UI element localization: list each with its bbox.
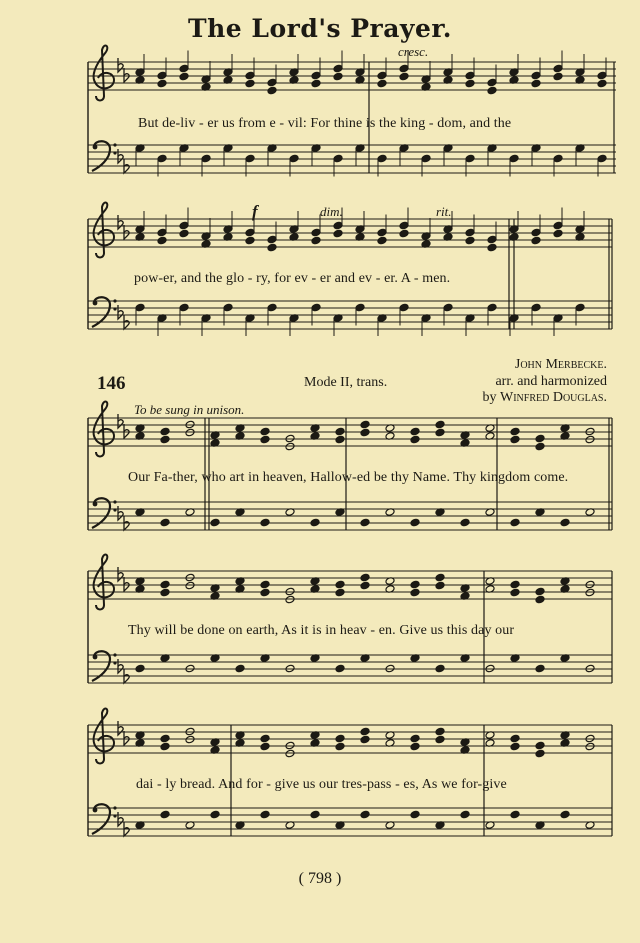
dim-direction: dim. [320, 204, 343, 219]
notehead [410, 580, 420, 589]
notehead [410, 734, 420, 743]
notehead [435, 727, 445, 736]
page-title: The Lord's Prayer. [188, 14, 452, 43]
notehead [160, 588, 170, 597]
notehead [399, 221, 409, 230]
flat-icon [124, 731, 129, 745]
notehead [435, 420, 445, 429]
flat-icon [124, 68, 129, 82]
bass-clef-icon [92, 141, 117, 171]
notehead [553, 221, 563, 230]
notehead [421, 154, 431, 163]
notehead [260, 435, 270, 444]
notehead [160, 734, 170, 743]
notehead [510, 734, 520, 743]
notehead [360, 727, 370, 736]
notehead [355, 303, 365, 312]
notehead [335, 580, 345, 589]
lyrics-line-2: pow-er, and the glo - ry, for ev - er and ev - er. A - men. [134, 271, 451, 286]
notehead [311, 236, 321, 245]
notehead [510, 580, 520, 589]
treble-clef-icon [94, 46, 114, 101]
forte-direction: f [252, 202, 258, 221]
notehead [260, 734, 270, 743]
flat-icon [118, 58, 123, 72]
notehead [535, 741, 545, 750]
flat-icon [118, 149, 123, 163]
notehead [410, 518, 420, 527]
notehead [531, 71, 541, 80]
notehead [435, 581, 445, 590]
notehead [510, 588, 520, 597]
lyrics-line-5: dai - ly bread. And for - give us our tres-pass - es, As we for-give [136, 777, 507, 792]
notehead [377, 236, 387, 245]
notehead [575, 303, 585, 312]
notehead [245, 154, 255, 163]
notehead [210, 810, 220, 819]
notehead [157, 236, 167, 245]
notehead [509, 154, 519, 163]
notehead [311, 228, 321, 237]
notehead [435, 664, 445, 673]
notehead [311, 79, 321, 88]
notehead [360, 735, 370, 744]
notehead [360, 581, 370, 590]
notehead [377, 228, 387, 237]
notehead [553, 154, 563, 163]
flat-icon [118, 305, 123, 319]
notehead [443, 303, 453, 312]
notehead [160, 742, 170, 751]
lyrics-line-3: Our Fa-ther, who art in heaven, Hallow-ed be thy Name. Thy kingdom come. [128, 470, 569, 485]
notehead [333, 64, 343, 73]
notehead [377, 71, 387, 80]
notehead [311, 303, 321, 312]
hymn-number: 146 [97, 373, 126, 394]
mode-label: Mode II, trans. [304, 375, 388, 390]
notehead [360, 573, 370, 582]
notehead [333, 229, 343, 238]
notehead [245, 71, 255, 80]
composer-credit: John Merbecke. [514, 357, 607, 372]
notehead [553, 229, 563, 238]
notehead [179, 64, 189, 73]
notehead [260, 427, 270, 436]
notehead [535, 749, 545, 758]
notehead [260, 518, 270, 527]
notehead [179, 72, 189, 81]
notehead [487, 86, 497, 95]
notehead [535, 664, 545, 673]
notehead [245, 79, 255, 88]
notehead [235, 664, 245, 673]
notehead [335, 427, 345, 436]
flat-icon [124, 577, 129, 591]
notehead [335, 664, 345, 673]
notehead [560, 518, 570, 527]
notehead [179, 303, 189, 312]
notehead [360, 810, 370, 819]
notehead [510, 427, 520, 436]
notehead [465, 79, 475, 88]
notehead [487, 243, 497, 252]
notehead [560, 810, 570, 819]
bass-clef-icon [92, 651, 117, 681]
notehead [465, 236, 475, 245]
notehead [245, 236, 255, 245]
notehead [535, 434, 545, 443]
unison-direction: To be sung in unison. [134, 402, 245, 417]
notehead [135, 303, 145, 312]
lyrics-line-1: But de-liv - er us from e - vil: For thine is the king - dom, and the [138, 116, 512, 131]
notehead [245, 228, 255, 237]
notehead [487, 303, 497, 312]
flat-icon [118, 414, 123, 428]
lyrics-line-4: Thy will be done on earth, As it is in heav - en. Give us this day our [128, 623, 515, 638]
notehead [510, 518, 520, 527]
notehead [260, 742, 270, 751]
notehead [399, 303, 409, 312]
notehead [160, 427, 170, 436]
notehead [465, 228, 475, 237]
notehead [335, 435, 345, 444]
notehead [510, 742, 520, 751]
rit-direction: rit. [436, 204, 452, 219]
bass-clef-icon [92, 804, 117, 834]
notehead [289, 154, 299, 163]
notehead [460, 518, 470, 527]
notehead [260, 588, 270, 597]
notehead [223, 303, 233, 312]
notehead [310, 810, 320, 819]
notehead [210, 518, 220, 527]
notehead [531, 228, 541, 237]
cresc-direction: cresc. [398, 44, 429, 59]
flat-icon [124, 225, 129, 239]
notehead [487, 235, 497, 244]
notehead [160, 580, 170, 589]
notehead [553, 64, 563, 73]
notehead [597, 154, 607, 163]
flat-icon [118, 659, 123, 673]
notehead [267, 243, 277, 252]
notehead [360, 518, 370, 527]
flat-icon [118, 506, 123, 520]
page-number: ( 798 ) [298, 870, 342, 887]
notehead [157, 71, 167, 80]
notehead [311, 71, 321, 80]
notehead [310, 518, 320, 527]
bass-clef-icon [92, 297, 117, 327]
notehead [435, 428, 445, 437]
treble-clef-icon [94, 203, 114, 258]
notehead [460, 810, 470, 819]
notehead [360, 428, 370, 437]
notehead [160, 810, 170, 819]
bass-clef-icon [92, 498, 117, 528]
notehead [260, 580, 270, 589]
notehead [157, 228, 167, 237]
harmonizer-name: Winfred Douglas. [500, 390, 607, 405]
notehead [360, 420, 370, 429]
treble-clef-icon [94, 709, 114, 764]
notehead [399, 72, 409, 81]
notehead [377, 79, 387, 88]
notehead [267, 78, 277, 87]
notehead [435, 735, 445, 744]
notehead [179, 229, 189, 238]
flat-icon [118, 567, 123, 581]
notehead [135, 664, 145, 673]
notehead [267, 86, 277, 95]
notehead [410, 742, 420, 751]
flat-icon [118, 721, 123, 735]
notehead [377, 154, 387, 163]
notehead [553, 72, 563, 81]
arranger-credit: arr. and harmonized [495, 374, 607, 389]
notehead [487, 78, 497, 87]
notehead [201, 154, 211, 163]
notehead [160, 435, 170, 444]
notehead [333, 72, 343, 81]
notehead [597, 71, 607, 80]
notehead [267, 303, 277, 312]
notehead [157, 79, 167, 88]
notehead [535, 442, 545, 451]
notehead [410, 810, 420, 819]
notehead [531, 79, 541, 88]
notehead [267, 235, 277, 244]
flat-icon [118, 215, 123, 229]
notehead [399, 64, 409, 73]
harmonizer-prefix: by [482, 390, 497, 405]
flat-icon [118, 812, 123, 826]
treble-clef-icon [94, 555, 114, 610]
notehead [531, 303, 541, 312]
notehead [597, 79, 607, 88]
notehead [410, 588, 420, 597]
notehead [399, 229, 409, 238]
notehead [510, 810, 520, 819]
notehead [160, 518, 170, 527]
notehead [410, 435, 420, 444]
notehead [260, 810, 270, 819]
notehead [535, 595, 545, 604]
notehead [435, 573, 445, 582]
treble-clef-icon [94, 402, 114, 457]
notehead [531, 236, 541, 245]
notehead [510, 435, 520, 444]
notehead [335, 734, 345, 743]
notehead [335, 588, 345, 597]
notehead [333, 221, 343, 230]
notehead [535, 587, 545, 596]
notehead [179, 221, 189, 230]
notehead [157, 154, 167, 163]
flat-icon [124, 424, 129, 438]
notehead [465, 154, 475, 163]
notes-group [135, 51, 607, 830]
notehead [410, 427, 420, 436]
notehead [465, 71, 475, 80]
notehead [333, 154, 343, 163]
notehead [335, 742, 345, 751]
